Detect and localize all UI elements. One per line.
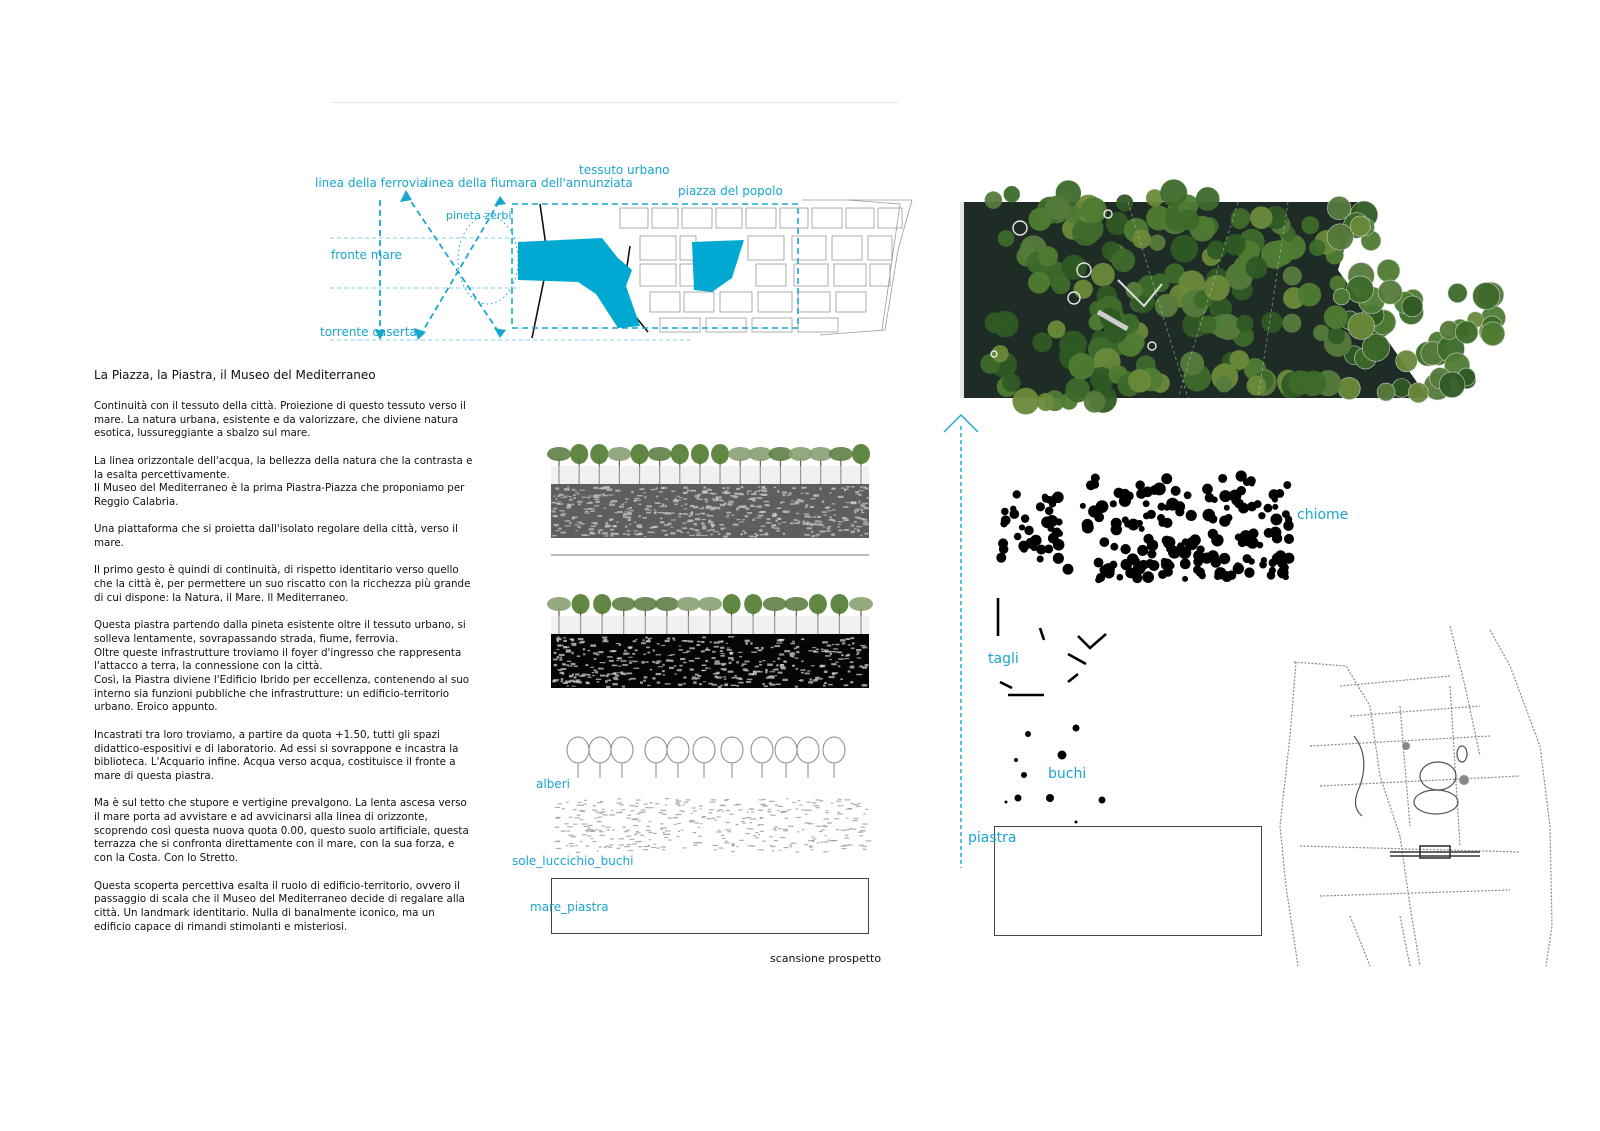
chiome-dot <box>1161 558 1168 565</box>
essay-paragraph-5: Questa piastra partendo dalla pineta esistente oltre il tessuto urbano, si solleva lentamente, sovrapassando strada, fiume, ferrovia. Oltre queste infrastrutture troviamo il foyer d'ingresso che rappresenta l'attacco a terra, la connessione con la città. Così, la Piastra diviene l'Edificio Ibrido per eccellenza, contenendo al suo interno sia funzioni pubbliche che infrastrutture: un edificio-territorio urbano. Eroico appunto. <box>94 619 470 714</box>
plan-tree <box>1236 315 1253 332</box>
chiome-dot <box>1014 533 1022 541</box>
alberi-circle <box>693 737 715 763</box>
plan-tree <box>1348 313 1375 340</box>
plan-tree <box>1170 235 1198 263</box>
plan-tree <box>1378 280 1402 304</box>
chiome-dot <box>1162 518 1172 528</box>
plan-tree <box>1408 383 1428 403</box>
plan-tree <box>985 191 1003 209</box>
mist <box>551 616 869 634</box>
chiome-dot <box>1053 553 1064 564</box>
chiome-dot <box>1021 514 1029 522</box>
chiome-dot <box>1143 500 1150 507</box>
piazza-shape <box>692 240 744 292</box>
alberi-circle <box>823 737 845 763</box>
plan-tree <box>1301 371 1326 396</box>
chiome-dot <box>998 538 1008 548</box>
plan-tree <box>1229 350 1249 370</box>
chiome-dot <box>1171 486 1181 496</box>
chiome-dot <box>1010 506 1016 512</box>
essay-paragraph-8: Questa scoperta percettiva esalta il ruolo di edificio-territorio, ovvero il passaggio di scala che il Museo del Mediterraneo decide di regalare alla città. Un landmark identitario. Nulla di banalmente iconico, ma un edificio capace di rimandi stimolanti e misteriosi. <box>94 879 465 933</box>
chiome-dot <box>1281 564 1288 571</box>
tree-crown <box>671 444 689 464</box>
plan-tree <box>1091 263 1115 287</box>
label-pineta-zerbi: pineta zerbi <box>446 209 512 222</box>
plan-tree <box>991 345 1008 362</box>
chiome-dot <box>1094 558 1104 568</box>
chiome-dot <box>1151 543 1157 549</box>
plan-tree <box>1178 210 1199 231</box>
chiome-dot <box>1261 557 1267 563</box>
label-piazza-popolo: piazza del popolo <box>678 184 783 198</box>
chiome-dot <box>1182 576 1188 582</box>
chiome-dot <box>1235 534 1242 541</box>
plan-tree <box>1204 275 1230 301</box>
tree-crown <box>830 594 848 614</box>
chiome-dot <box>1063 564 1074 575</box>
top-rule <box>332 102 898 103</box>
alberi-circle <box>567 737 589 763</box>
chiome-dot <box>1244 567 1254 577</box>
plan-tree <box>1084 391 1106 413</box>
plan-tree <box>1402 296 1423 317</box>
essay-paragraph-1: Continuità con il tessuto della città. Proiezione di questo tessuto verso il mare. La natura urbana, esistente e da valorizzare, che diviene natura esotica, lussureggiante a sbalzo sul mare. <box>94 400 466 440</box>
alberi-circle <box>645 737 667 763</box>
alberi-circle <box>589 737 611 763</box>
chiome-dot <box>1168 546 1181 559</box>
chiome-dot <box>1247 502 1257 512</box>
chiome-dot <box>1137 545 1148 556</box>
essay-paragraph-7: Ma è sul tetto che stupore e vertigine prevalgono. La lenta ascesa verso il mare porta ad avvistare e ad avvicinarsi alla linea di orizzonte, scoprendo così questa nuova quota 0.00, questo suolo artificiale, questa terrazza che si confronta direttamente con il mare, con la sua forza, e con la Costa. Con lo Stretto. <box>94 797 469 865</box>
label-tessuto-urbano: tessuto urbano <box>579 163 670 177</box>
chiome-dot <box>1013 490 1021 498</box>
chiome-dot <box>1138 560 1148 570</box>
chiome-dot <box>1267 571 1276 580</box>
alberi-circle <box>751 737 773 763</box>
alberi-circle <box>775 737 797 763</box>
tree-crown <box>593 594 611 614</box>
tree-crown <box>698 597 722 611</box>
elevation-divider <box>551 554 869 556</box>
chiome-dot <box>1282 510 1290 518</box>
plan-tree <box>1002 373 1021 392</box>
plan-tree <box>1128 369 1152 393</box>
tree-crown <box>590 444 608 464</box>
chiome-dot <box>1045 507 1053 515</box>
alberi-diagram <box>564 736 854 780</box>
label-alberi: alberi <box>536 777 570 791</box>
chiome-dot <box>1031 544 1038 551</box>
elevation-render-1 <box>551 436 869 540</box>
chiome-dot <box>1036 502 1045 511</box>
plan-tree <box>1028 272 1050 294</box>
chiome-dot <box>1202 484 1213 495</box>
tree-crown <box>711 444 729 464</box>
tree-crown <box>691 444 709 464</box>
plan-tree <box>998 230 1015 247</box>
tree-crown <box>655 597 679 611</box>
plan-tree <box>1297 283 1321 307</box>
chiome-dot <box>1157 503 1165 511</box>
plan-tree <box>1199 316 1217 334</box>
chiome-dot <box>1095 577 1102 584</box>
plan-tree <box>1350 216 1370 236</box>
chiome-dot <box>996 553 1006 563</box>
chiome-dot <box>1186 510 1197 521</box>
piastra-box <box>994 826 1262 936</box>
chiome-dot <box>1180 558 1191 569</box>
essay-paragraph-4: Il primo gesto è quindi di continuità, di rispetto identitario verso quello che la città è, per permettere un suo riscatto con la ricchezza più grande di cui dispone: la Natura, il Mare. Il Mediterraneo. <box>94 564 471 604</box>
label-fronte-mare: fronte mare <box>331 248 402 262</box>
plan-tree <box>1481 322 1505 346</box>
chiome-dot <box>1142 487 1153 498</box>
chiome-dot <box>1174 501 1185 512</box>
plan-tree <box>1347 276 1374 303</box>
plan-tree <box>1132 230 1151 249</box>
tree-crown <box>744 594 762 614</box>
chiome-dot <box>1218 474 1227 483</box>
plan-tree <box>1333 289 1349 305</box>
chiome-dot <box>1143 534 1153 544</box>
chiome-dot <box>1284 534 1294 544</box>
chiome-dot <box>1153 482 1166 495</box>
plan-tree <box>1032 332 1052 352</box>
essay-paragraph-2: La linea orizzontale dell'acqua, la bellezza della natura che la contrasta e la esalta percettivamente. Il Museo del Mediterraneo è la prima Piastra-Piazza che proponiamo per Reggio Calabria. <box>94 454 473 508</box>
ascent-arrow <box>940 412 984 872</box>
tree-crown <box>547 597 571 611</box>
chiome-dot <box>1248 558 1255 565</box>
essay-paragraph-3: Una piattaforma che si proietta dall'isolato regolare della città, verso il mare. <box>94 523 458 549</box>
chiome-dot <box>1224 505 1230 511</box>
chiome-dot <box>1056 530 1063 537</box>
chiome-dot <box>1110 500 1117 507</box>
alberi-circle <box>797 737 819 763</box>
chiome-dot <box>1053 539 1065 551</box>
tree-crown <box>633 597 657 611</box>
label-piastra: piastra <box>968 830 1017 846</box>
chiome-dot <box>1221 571 1232 582</box>
chiome-dot <box>1264 504 1273 513</box>
chiome-dot <box>1094 512 1104 522</box>
caption-scansione-prospetto: scansione prospetto <box>770 952 882 965</box>
sole-diagram <box>554 798 868 854</box>
label-tagli: tagli <box>988 651 1019 667</box>
alberi-circle <box>611 737 633 763</box>
essay-paragraph-6: Incastrati tra loro troviamo, a partire da quota +1.50, tutti gli spazi didattico-espositivi e di laboratorio. Ad essi si sovrappone e incastra la biblioteca. L'Acquario infine. Acqua verso acqua, costituisce il fronte a mare di questa piastra. <box>94 728 459 782</box>
chiome-dot <box>1139 526 1145 532</box>
plan-tree <box>1439 372 1465 398</box>
plan-tree <box>1149 234 1165 250</box>
chiome-dot <box>1237 474 1243 480</box>
chiome-dot <box>1116 574 1123 581</box>
plan-tree <box>1301 216 1319 234</box>
chiome-dot <box>1162 536 1172 546</box>
mist <box>551 466 869 484</box>
chiome-dot <box>1142 571 1154 583</box>
plan-tree <box>1309 239 1325 255</box>
chiome-dot <box>1109 561 1117 569</box>
chiome-dot <box>1238 503 1249 514</box>
plan-tree <box>1396 350 1418 372</box>
chiome-dot <box>1024 526 1033 535</box>
alberi-circle <box>721 737 743 763</box>
chiome-dot <box>1163 567 1173 577</box>
plan-tree <box>1473 282 1500 309</box>
tree-crown <box>547 447 571 461</box>
chiome-dot <box>1037 555 1044 562</box>
plan-tree <box>1038 246 1058 266</box>
plan-tree <box>1455 321 1478 344</box>
urban-fabric <box>620 200 912 335</box>
label-chiome: chiome <box>1297 507 1349 523</box>
chiome-dot <box>1247 537 1259 549</box>
plan-tree <box>1160 179 1187 206</box>
plan-tree <box>1112 249 1135 272</box>
label-torrente-caserta: torrente caserta <box>320 325 417 339</box>
plan-tree <box>1282 314 1301 333</box>
plan-tree <box>1081 197 1107 223</box>
label-buchi: buchi <box>1048 766 1087 782</box>
plan-tree <box>985 312 1006 333</box>
plan-tree <box>1068 353 1095 380</box>
chiome-dot <box>1082 519 1094 531</box>
essay-title: La Piazza, la Piastra, il Museo del Mediterraneo <box>94 368 376 382</box>
label-linea-ferrovia: linea della ferrovia <box>315 176 427 190</box>
tree-crown <box>763 597 787 611</box>
plan-tree <box>1028 208 1051 231</box>
chiome-dot <box>1161 473 1172 484</box>
chiome-dot <box>1001 508 1009 516</box>
plan-tree <box>1261 312 1282 333</box>
chiome-dot <box>1042 494 1049 501</box>
tree-crown <box>607 447 631 461</box>
chiome-dot <box>1120 544 1130 554</box>
chiome-dot <box>1147 550 1156 559</box>
tree-crown <box>676 597 700 611</box>
plan-tree <box>1216 376 1232 392</box>
chiome-dot <box>1184 491 1192 499</box>
tree-crown <box>648 447 672 461</box>
chiome-dot <box>1193 565 1202 574</box>
elevation-render-2 <box>551 586 869 688</box>
chiome-dot <box>1111 518 1122 529</box>
pineta-ellipse <box>458 216 518 304</box>
chiome-dot <box>1272 504 1278 510</box>
chiome-dot <box>1249 480 1255 486</box>
chiome-dot <box>1257 542 1264 549</box>
plan-tree <box>1283 266 1302 285</box>
plan-tree <box>1004 186 1020 202</box>
tree-crown <box>849 597 873 611</box>
sketch-map <box>1250 626 1560 972</box>
chiome-dot <box>1110 543 1118 551</box>
chiome-dot <box>1119 495 1131 507</box>
chiome-dot <box>1201 553 1212 564</box>
chiome-dot <box>1147 510 1156 519</box>
chiome-dot <box>1283 574 1289 580</box>
plan-tree <box>1268 240 1294 266</box>
chiome-dot <box>1205 493 1215 503</box>
tree-crown <box>572 594 590 614</box>
chiome-dot <box>1086 480 1096 490</box>
chiome-dot <box>1204 509 1213 518</box>
plan-tree <box>1247 376 1267 396</box>
chiome-dot <box>1272 553 1284 565</box>
plan-tree <box>1116 194 1133 211</box>
plan-tree <box>1377 383 1395 401</box>
chiome-dot <box>1283 481 1291 489</box>
plan-tree <box>1377 259 1400 282</box>
chiome-dot <box>1041 516 1053 528</box>
chiome-dot <box>1270 513 1282 525</box>
chiome-dot <box>1019 524 1025 530</box>
tree-crown <box>784 597 808 611</box>
chiome-dot <box>1149 560 1160 571</box>
chiome-dot <box>1258 512 1265 519</box>
chiome-dot <box>1055 518 1062 525</box>
chiome-dot <box>1283 520 1294 531</box>
plan-tree <box>1324 305 1348 329</box>
chiome-dot <box>1229 490 1242 503</box>
chiome-dot <box>1099 537 1109 547</box>
alberi-circle <box>667 737 689 763</box>
tree-crown <box>570 444 588 464</box>
plan-tree <box>1155 294 1178 317</box>
plan-tree <box>1448 283 1467 302</box>
plan-tree <box>1012 388 1039 415</box>
chiome-diagram <box>992 452 1300 582</box>
essay-block <box>94 368 474 948</box>
tree-crown <box>852 444 870 464</box>
plan-tree <box>1327 224 1353 250</box>
tree-crown <box>612 597 636 611</box>
plan-tree <box>1250 206 1273 229</box>
plan-tree <box>1327 327 1345 345</box>
tree-crown <box>829 447 853 461</box>
chiome-dot <box>1122 516 1129 523</box>
chiome-dot <box>1211 534 1223 546</box>
tree-crown <box>809 594 827 614</box>
site-plan-render <box>958 172 1510 412</box>
chiome-dot <box>1000 520 1007 527</box>
chiome-dot <box>1264 528 1274 538</box>
tagli-diagram <box>990 596 1120 700</box>
plan-tree <box>1180 352 1204 376</box>
plan-tree <box>1127 334 1144 351</box>
plan-tree <box>1338 377 1360 399</box>
plan-tree <box>1074 280 1093 299</box>
plan-tree <box>1196 187 1220 211</box>
tree-crown <box>723 594 741 614</box>
label-sole: sole_luccichio_buchi <box>512 854 634 868</box>
chiome-dot <box>1080 503 1086 509</box>
chiome-dot <box>1275 489 1284 498</box>
label-linea-fiumara: linea della fiumara dell'annunziata <box>425 176 633 190</box>
chiome-dot <box>1036 545 1046 555</box>
chiome-dot <box>1214 573 1221 580</box>
tree-crown <box>631 444 649 464</box>
plan-tree <box>1245 257 1267 279</box>
chiome-dot <box>1051 495 1057 501</box>
chiome-dot <box>1235 562 1241 568</box>
plan-tree <box>1051 275 1070 294</box>
plan-tree <box>1037 393 1055 411</box>
plan-tree <box>1231 212 1248 229</box>
chiome-dot <box>1219 553 1230 564</box>
chiome-dot <box>1136 520 1143 527</box>
chiome-dot <box>1124 561 1132 569</box>
label-mare-piastra: mare_piastra <box>530 900 609 914</box>
chiome-dot <box>1219 515 1230 526</box>
plan-tree <box>1047 320 1065 338</box>
